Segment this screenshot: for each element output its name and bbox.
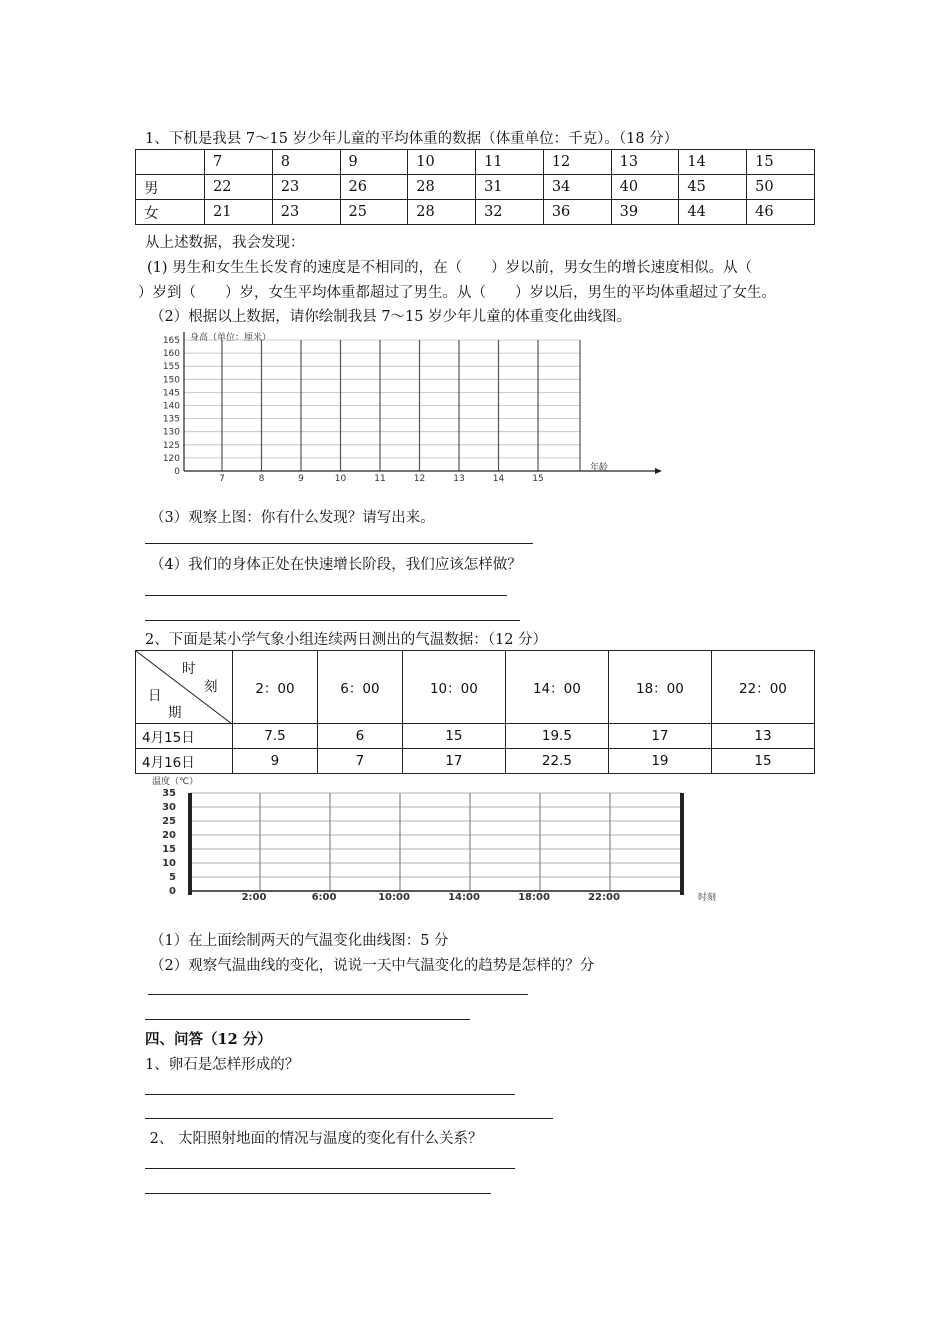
x-axis-label: 时刻 [698, 893, 717, 903]
table-cell: 12 [543, 150, 611, 175]
table-cell: 13 [711, 724, 814, 749]
table-cell: 32 [476, 200, 544, 225]
y-tick-label: 145 [162, 388, 180, 399]
table-cell: 19.5 [505, 724, 608, 749]
time-header: 2：00 [233, 651, 318, 724]
table-cell: 8 [272, 150, 340, 175]
table-cell: 36 [543, 200, 611, 225]
table-cell: 15 [711, 749, 814, 774]
table-cell [136, 150, 205, 175]
date-cell: 4月16日 [136, 749, 233, 774]
q1-title: 1、下机是我县 7～15 岁少年儿童的平均体重的数据（体重单位：千克）。（18 分） [145, 131, 679, 147]
x-tick-label: 10 [334, 474, 347, 484]
table-cell: 40 [611, 175, 679, 200]
time-header: 6：00 [317, 651, 402, 724]
answer-line [145, 1019, 470, 1020]
table-cell: 22.5 [505, 749, 608, 774]
y-tick-label: 135 [162, 414, 180, 425]
table-cell: 39 [611, 200, 679, 225]
x-tick-label: 11 [374, 474, 386, 484]
answer-line [145, 1193, 491, 1194]
y-tick-label: 160 [162, 349, 180, 360]
table-header-row [136, 651, 815, 724]
table-row [136, 200, 815, 225]
table-cell: 9 [340, 150, 408, 175]
x-tick-label: 14:00 [448, 892, 480, 903]
table-cell: 15 [747, 150, 815, 175]
weight-table [135, 149, 815, 225]
table-cell: 13 [611, 150, 679, 175]
answer-line [145, 595, 507, 596]
y-tick-label: 140 [162, 401, 180, 412]
temperature-chart [140, 775, 760, 905]
table-cell: 23 [272, 200, 340, 225]
q2-title: 2、下面是某小学气象小组连续两日测出的气温数据：（12 分） [145, 632, 548, 648]
table-cell: 17 [608, 724, 711, 749]
table-cell: 女 [136, 200, 205, 225]
table-row [136, 749, 815, 774]
table-cell: 28 [408, 200, 476, 225]
time-header: 14：00 [505, 651, 608, 724]
y-tick-label: 5 [169, 872, 176, 883]
table-cell: 46 [747, 200, 815, 225]
x-tick-label: 18:00 [518, 892, 550, 903]
table-cell: 7 [205, 150, 273, 175]
x-tick-label: 12 [413, 474, 426, 484]
x-tick-label: 7 [219, 474, 225, 484]
y-tick-label: 10 [162, 858, 176, 869]
answer-line [148, 994, 528, 995]
section4-q1: 1、卵石是怎样形成的？ [145, 1057, 300, 1073]
table-cell: 25 [340, 200, 408, 225]
answer-line [145, 1168, 515, 1169]
table-cell: 男 [136, 175, 205, 200]
y-tick-label: 150 [162, 375, 180, 386]
y-tick-label: 120 [162, 453, 180, 464]
y-tick-label: 125 [162, 440, 180, 451]
answer-line [145, 543, 533, 544]
table-cell: 31 [476, 175, 544, 200]
x-tick-label: 13 [453, 474, 465, 484]
y-tick-label: 130 [162, 427, 180, 438]
q2-part2: （2）观察气温曲线的变化，说说一天中气温变化的趋势是怎样的？分 [150, 958, 595, 974]
table-cell: 44 [679, 200, 747, 225]
x-tick-label: 15 [532, 474, 544, 484]
table-cell: 10 [408, 150, 476, 175]
table-cell: 23 [272, 175, 340, 200]
diagonal-header-cell [136, 651, 233, 724]
x-tick-label: 2:00 [241, 892, 267, 903]
table-cell: 26 [340, 175, 408, 200]
table-row [136, 724, 815, 749]
answer-line [145, 1118, 553, 1119]
y-tick-label: 15 [162, 844, 176, 855]
table-cell: 7.5 [233, 724, 318, 749]
x-tick-label: 22:00 [588, 892, 620, 903]
table-cell: 9 [233, 749, 318, 774]
q2-part1: （1）在上面绘制两天的气温变化曲线图：5 分 [150, 933, 449, 949]
corner-qi: 期 [168, 705, 182, 721]
q1-part3: （3）观察上图：你有什么发现？请写出来。 [150, 510, 435, 526]
q1-part2: （2）根据以上数据，请你绘制我县 7～15 岁少年儿童的体重变化曲线图。 [150, 309, 632, 325]
y-tick-label: 165 [162, 336, 180, 346]
x-tick-label: 6:00 [311, 892, 337, 903]
x-tick-label: 10:00 [378, 892, 410, 903]
y-axis-label: 身高（单位：厘米） [190, 333, 272, 343]
table-cell: 21 [205, 200, 273, 225]
table-cell: 17 [402, 749, 505, 774]
q1-part4: （4）我们的身体正处在快速增长阶段，我们应该怎样做？ [150, 557, 522, 573]
time-header: 22：00 [711, 651, 814, 724]
x-tick-label: 9 [298, 474, 304, 484]
corner-ri: 日 [148, 688, 162, 704]
table-cell: 15 [402, 724, 505, 749]
y-tick-label: 35 [162, 788, 176, 799]
x-tick-label: 14 [492, 474, 505, 484]
y-tick-label: 155 [162, 362, 180, 373]
q1-part1b: ）岁到（ ）岁，女生平均体重都超过了男生。从（ ）岁以后，男生的平均体重超过了女生。 [138, 285, 776, 301]
section4-title: 四、问答（12 分） [145, 1031, 272, 1048]
table-cell: 19 [608, 749, 711, 774]
x-axis-label: 年龄 [590, 463, 609, 473]
table-cell: 22 [205, 175, 273, 200]
answer-line [145, 620, 520, 621]
discover-text: 从上述数据，我会发现： [145, 235, 305, 251]
table-cell: 7 [317, 749, 402, 774]
table-header-row [136, 150, 815, 175]
table-row [136, 175, 815, 200]
x-tick-label: 8 [258, 474, 265, 484]
table-cell: 14 [679, 150, 747, 175]
height-chart [140, 330, 670, 485]
table-cell: 50 [747, 175, 815, 200]
y-tick-label: 0 [169, 886, 176, 897]
y-tick-label: 30 [162, 802, 176, 813]
table-cell: 34 [543, 175, 611, 200]
x-axis-arrow [655, 468, 662, 474]
q1-part1a: (1) 男生和女生生长发育的速度是不相同的，在（ ）岁以前，男女生的增长速度相似。从（ [147, 260, 753, 276]
time-header: 18：00 [608, 651, 711, 724]
answer-line [145, 1094, 515, 1095]
y-tick-label: 25 [162, 816, 176, 827]
y-tick-label: 20 [162, 830, 176, 841]
temperature-table [135, 650, 815, 774]
table-cell: 11 [476, 150, 544, 175]
table-cell: 6 [317, 724, 402, 749]
table-cell: 28 [408, 175, 476, 200]
section4-q2: 2、 太阳照射地面的情况与温度的变化有什么关系？ [145, 1131, 483, 1147]
corner-ke: 刻 [204, 679, 218, 695]
date-cell: 4月15日 [136, 724, 233, 749]
time-header: 10：00 [402, 651, 505, 724]
corner-shi: 时 [182, 661, 196, 677]
table-cell: 45 [679, 175, 747, 200]
y-axis-label: 温度（℃） [152, 777, 199, 787]
y-tick-label: 0 [174, 467, 180, 477]
